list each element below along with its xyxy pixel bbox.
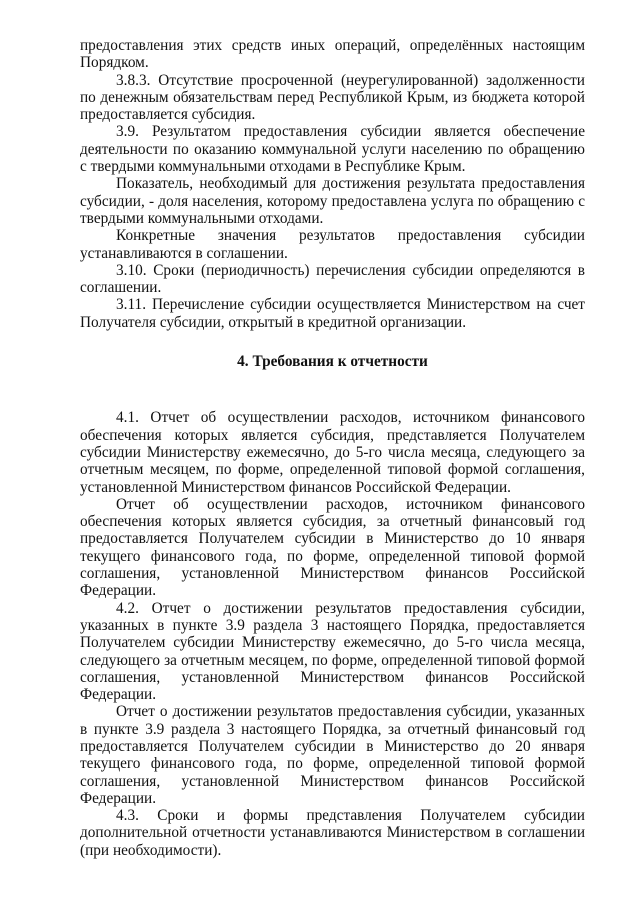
paragraph-annual-results-report: Отчет о достижении результатов предоставления субсидии, указанных в пункте 3.9 раздела 3 настоящего Порядка, за отчетный финансовый год предоставляется Получателем субсидии в Министерство до 20 января текущего финансового года, по форме, определенной типовой формой соглашения, установленной Министерством финансов Российской Федерации. (80, 703, 585, 807)
paragraph-3-11: 3.11. Перечисление субсидии осуществляется Министерством на счет Получателя субсидии, открытый в кредитной организации. (80, 296, 585, 331)
paragraph-specific-values: Конкретные значения результатов предоставления субсидии устанавливаются в соглашении. (80, 227, 585, 262)
paragraph-annual-expense-report: Отчет об осуществлении расходов, источником финансового обеспечения которых является субсидия, за отчетный финансовый год предоставляется Получателем субсидии в Министерство до 10 января текущего финансового года, по форме, определенной типовой формой соглашения, установленной Министерством финансов Российской Федерации. (80, 495, 585, 600)
paragraph-3-10: 3.10. Сроки (периодичность) перечисления субсидии определяются в соглашении. (80, 261, 585, 297)
paragraph-4-1: 4.1. Отчет об осуществлении расходов, источником финансового обеспечения которых является субсидия, представляется Получателем субсидии Министерству ежемесячно, до 5-го числа месяца, следующего за отчетным месяцем, по форме, определенной типовой формой соглашения, установленной Министерством финансов Российской Федерации. (80, 409, 585, 496)
paragraph-3-9: 3.9. Результатом предоставления субсидии является обеспечение деятельности по оказанию коммунальной услуги населению по обращению с твердыми коммунальными отходами в Республике Крым. (80, 123, 585, 176)
paragraph-continuation: предоставления этих средств иных операций, определённых настоящим Порядком. (80, 37, 585, 72)
paragraph-4-3: 4.3. Сроки и формы представления Получателем субсидии дополнительной отчетности устанавливаются Министерством в соглашении (при необходимости). (80, 807, 585, 859)
section-heading: 4. Требования к отчетности (237, 353, 428, 371)
document-body (80, 37, 585, 859)
paragraph-3-8-3: 3.8.3. Отсутствие просроченной (неурегулированной) задолженности по денежным обязательствам перед Республикой Крым, из бюджета которой предоставляется субсидия. (80, 71, 585, 124)
paragraph-indicator: Показатель, необходимый для достижения результата предоставления субсидии, - доля населения, которому предоставлена услуга по обращению с твердыми коммунальными отходами. (80, 175, 585, 227)
heading-spacer (80, 392, 585, 409)
paragraph-4-2: 4.2. Отчет о достижении результатов предоставления субсидии, указанных в пункте 3.9 раздела 3 настоящего Порядка, предоставляется Получателем субсидии Министерству ежемесячно, до 5-го числа месяца, следующего за отчетным месяцем, по форме, определенной типовой формой соглашения, установленной Министерством финансов Российской Федерации. (80, 599, 585, 704)
